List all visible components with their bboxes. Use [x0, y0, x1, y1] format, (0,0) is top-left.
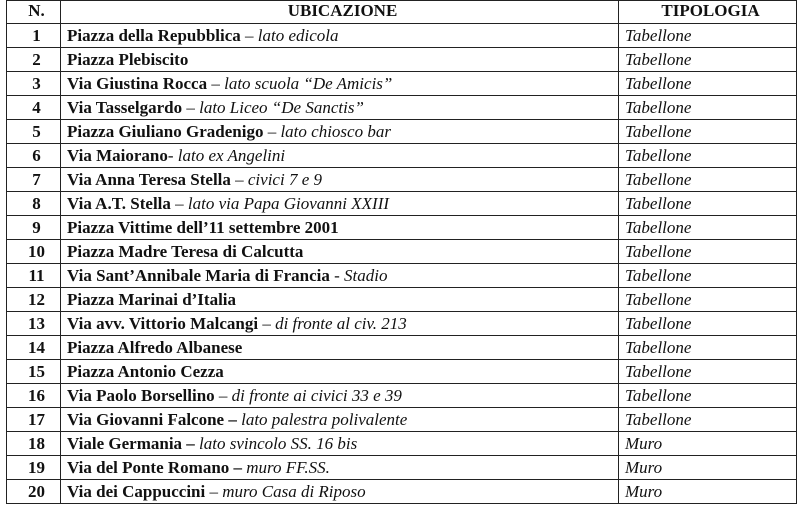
- row-number: 13: [7, 312, 61, 336]
- type-cell: Tabellone: [619, 48, 797, 72]
- location-cell: [61, 192, 619, 216]
- table-row: [7, 192, 797, 216]
- type-cell: Tabellone: [619, 144, 797, 168]
- table-row: [7, 72, 797, 96]
- location-cell: [61, 360, 619, 384]
- location-note: – lato scuola “De Amicis”: [207, 74, 393, 93]
- table-row: [7, 240, 797, 264]
- type-cell: Muro: [619, 480, 797, 504]
- location-cell: [61, 216, 619, 240]
- location-name: Piazza Alfredo Albanese: [67, 338, 243, 357]
- location-name: Piazza Giuliano Gradenigo: [67, 122, 264, 141]
- location-cell: [61, 168, 619, 192]
- location-name: Via dei Cappuccini: [67, 482, 206, 501]
- location-cell: [61, 336, 619, 360]
- location-name: Viale Germania –: [67, 434, 195, 453]
- table-row: [7, 120, 797, 144]
- location-note: - lato ex Angelini: [167, 146, 286, 165]
- row-number: 17: [7, 408, 61, 432]
- table-row: [7, 408, 797, 432]
- table-row: [7, 288, 797, 312]
- location-note: - Stadio: [329, 266, 388, 285]
- row-number: 19: [7, 456, 61, 480]
- header-type: TIPOLOGIA: [619, 1, 797, 24]
- location-note: – muro Casa di Riposo: [205, 482, 366, 501]
- location-name: Via A.T. Stella: [67, 194, 171, 213]
- table-row: [7, 480, 797, 504]
- location-name: Piazza della Repubblica: [67, 26, 241, 45]
- table-row: [7, 96, 797, 120]
- table-body: [7, 24, 797, 504]
- table-header-row: [7, 1, 797, 24]
- location-name: Piazza Marinai d’Italia: [67, 290, 237, 309]
- location-name: Via Giovanni Falcone –: [67, 410, 237, 429]
- type-cell: Tabellone: [619, 360, 797, 384]
- location-name: Piazza Antonio Cezza: [67, 362, 224, 381]
- location-note: – civici 7 e 9: [230, 170, 322, 189]
- row-number: 5: [7, 120, 61, 144]
- location-note: – lato edicola: [240, 26, 339, 45]
- table-row: [7, 144, 797, 168]
- location-cell: [61, 312, 619, 336]
- location-name: Piazza Madre Teresa di Calcutta: [67, 242, 304, 261]
- location-note: lato svincolo SS. 16 bis: [194, 434, 358, 453]
- row-number: 8: [7, 192, 61, 216]
- table-row: [7, 456, 797, 480]
- location-cell: [61, 384, 619, 408]
- type-cell: Tabellone: [619, 72, 797, 96]
- row-number: 12: [7, 288, 61, 312]
- table-row: [7, 264, 797, 288]
- table-row: [7, 48, 797, 72]
- location-cell: [61, 240, 619, 264]
- location-cell: [61, 408, 619, 432]
- location-cell: [61, 144, 619, 168]
- table-row: [7, 384, 797, 408]
- table-row: [7, 432, 797, 456]
- location-name: Via Sant’Annibale Maria di Francia: [67, 266, 330, 285]
- location-note: – lato via Papa Giovanni XXIII: [170, 194, 390, 213]
- type-cell: Tabellone: [619, 384, 797, 408]
- location-note: lato palestra polivalente: [236, 410, 408, 429]
- location-cell: [61, 72, 619, 96]
- location-cell: [61, 288, 619, 312]
- location-cell: [61, 456, 619, 480]
- row-number: 18: [7, 432, 61, 456]
- type-cell: Tabellone: [619, 288, 797, 312]
- location-name: Via Anna Teresa Stella: [67, 170, 231, 189]
- location-note: – lato chiosco bar: [263, 122, 391, 141]
- row-number: 4: [7, 96, 61, 120]
- row-number: 11: [7, 264, 61, 288]
- location-name: Via avv. Vittorio Malcangi: [67, 314, 259, 333]
- type-cell: Tabellone: [619, 312, 797, 336]
- location-name: Piazza Vittime dell’11 settembre 2001: [67, 218, 339, 237]
- type-cell: Tabellone: [619, 336, 797, 360]
- row-number: 1: [7, 24, 61, 48]
- row-number: 2: [7, 48, 61, 72]
- location-cell: [61, 48, 619, 72]
- type-cell: Tabellone: [619, 192, 797, 216]
- location-cell: [61, 432, 619, 456]
- location-note: – di fronte ai civici 33 e 39: [214, 386, 402, 405]
- row-number: 15: [7, 360, 61, 384]
- header-location: UBICAZIONE: [61, 1, 619, 24]
- table-row: [7, 360, 797, 384]
- type-cell: Tabellone: [619, 216, 797, 240]
- type-cell: Tabellone: [619, 240, 797, 264]
- type-cell: Tabellone: [619, 264, 797, 288]
- row-number: 9: [7, 216, 61, 240]
- location-name: Piazza Plebiscito: [67, 50, 189, 69]
- location-cell: [61, 264, 619, 288]
- location-name: Via Tasselgardo: [67, 98, 183, 117]
- location-name: Via Maiorano: [67, 146, 168, 165]
- locations-table: [6, 0, 797, 504]
- table-row: [7, 168, 797, 192]
- location-cell: [61, 24, 619, 48]
- row-number: 3: [7, 72, 61, 96]
- table-row: [7, 216, 797, 240]
- type-cell: Muro: [619, 456, 797, 480]
- location-note: – lato Liceo “De Sanctis”: [182, 98, 364, 117]
- table-row: [7, 336, 797, 360]
- location-cell: [61, 480, 619, 504]
- row-number: 14: [7, 336, 61, 360]
- location-cell: [61, 120, 619, 144]
- location-note: – di fronte al civ. 213: [258, 314, 407, 333]
- type-cell: Tabellone: [619, 408, 797, 432]
- location-name: Via del Ponte Romano –: [67, 458, 243, 477]
- table-row: [7, 24, 797, 48]
- location-name: Via Giustina Rocca: [67, 74, 208, 93]
- row-number: 20: [7, 480, 61, 504]
- type-cell: Tabellone: [619, 120, 797, 144]
- location-name: Via Paolo Borsellino: [67, 386, 215, 405]
- type-cell: Tabellone: [619, 96, 797, 120]
- type-cell: Tabellone: [619, 168, 797, 192]
- type-cell: Tabellone: [619, 24, 797, 48]
- location-note: muro FF.SS.: [242, 458, 330, 477]
- type-cell: Muro: [619, 432, 797, 456]
- row-number: 7: [7, 168, 61, 192]
- location-cell: [61, 96, 619, 120]
- row-number: 6: [7, 144, 61, 168]
- table-row: [7, 312, 797, 336]
- header-number: N.: [7, 1, 61, 24]
- document-page: [6, 0, 796, 504]
- row-number: 16: [7, 384, 61, 408]
- row-number: 10: [7, 240, 61, 264]
